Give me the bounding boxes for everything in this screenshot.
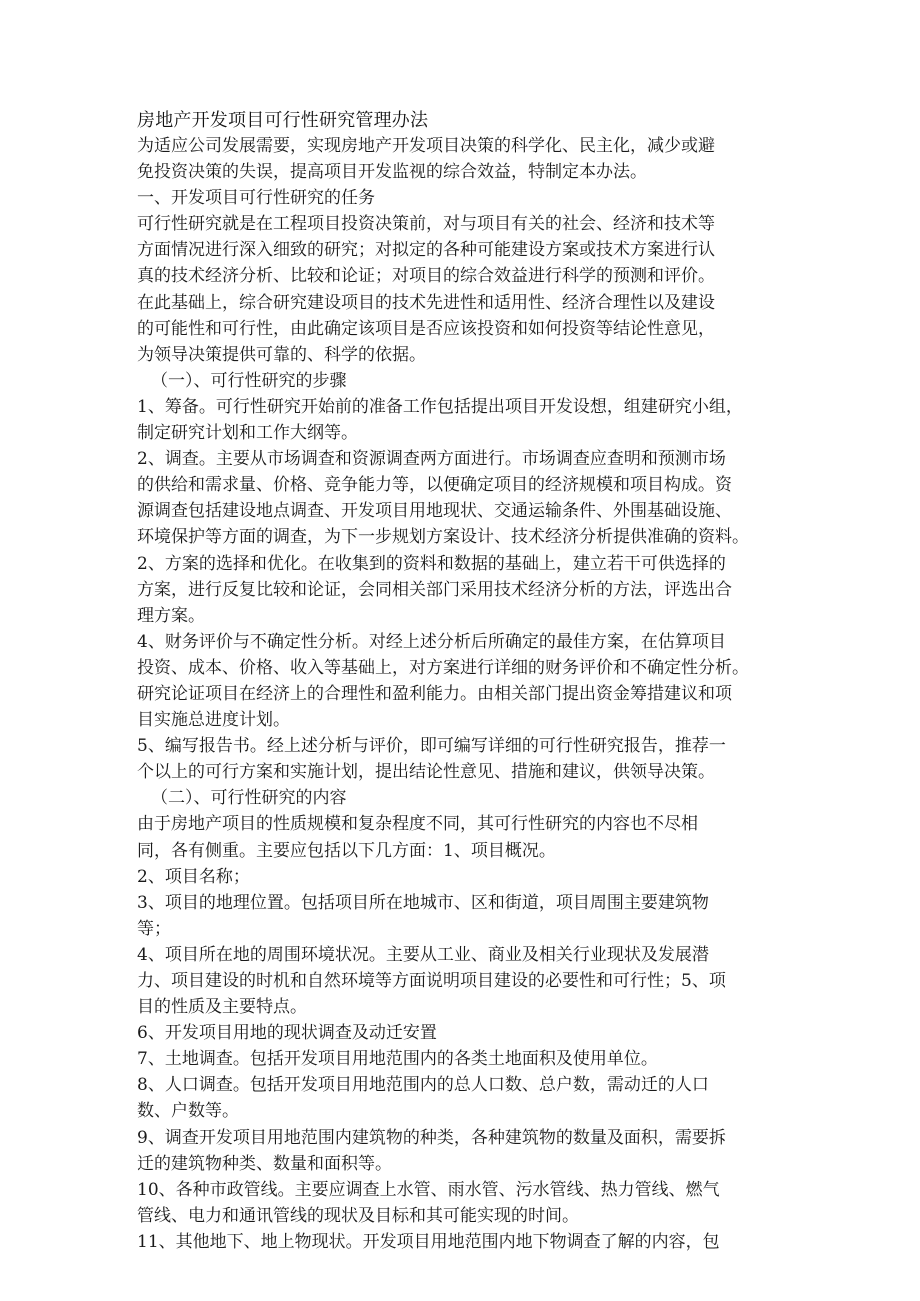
text-line: 研究论证项目在经济上的合理性和盈利能力。由相关部门提出资金筹措建议和项: [137, 683, 732, 704]
text-line: 目实施总进度计划。: [137, 710, 290, 731]
text-line: 制定研究计划和工作大纲等。: [137, 423, 358, 444]
text-line: 3、项目的地理位置。包括项目所在地城市、区和街道，项目周围主要建筑物: [137, 892, 709, 913]
text-line: 数、户数等。: [137, 1101, 239, 1122]
text-line: 等；: [137, 918, 171, 939]
text-line: 10、各种市政管线。主要应调查上水管、雨水管、污水管线、热力管线、燃气: [137, 1179, 720, 1200]
text-line: 的供给和需求量、价格、竞争能力等，以便确定项目的经济规模和项目构成。资: [137, 475, 732, 496]
section-heading-line: （一）、可行性研究的步骤: [151, 370, 347, 391]
text-line: 力、项目建设的时机和自然环境等方面说明项目建设的必要性和可行性；5、项: [137, 971, 726, 991]
section-heading-line: （二）、可行性研究的内容: [151, 788, 347, 809]
text-line: 由于房地产项目的性质规模和复杂程度不同，其可行性研究的内容也不尽相: [137, 814, 698, 835]
text-line: 2、方案的选择和优化。在收集到的资料和数据的基础上，建立若干可供选择的: [137, 553, 726, 574]
text-line: 1、筹备。可行性研究开始前的准备工作包括提出项目开发设想，组建研究小组，: [137, 396, 743, 417]
text-line: 理方案。: [137, 605, 205, 626]
text-line: 目的性质及主要特点。: [137, 997, 307, 1018]
text-line: 2、项目名称；: [137, 866, 250, 887]
paragraph-lines: [137, 133, 777, 1255]
text-line: 迁的建筑物种类、数量和面积等。: [137, 1153, 392, 1174]
text-line: 免投资决策的失误，提高项目开发监视的综合效益，特制定本办法。: [137, 162, 647, 183]
text-line: 环境保护等方面的调查，为下一步规划方案设计、技术经济分析提供准确的资料。: [137, 527, 749, 548]
text-line: 4、财务评价与不确定性分析。对经上述分析后所确定的最佳方案，在估算项目: [137, 631, 726, 652]
text-line: 为领导决策提供可靠的、科学的依据。: [137, 344, 426, 365]
text-line: 11、其他地下、地上物现状。开发项目用地范围内地下物调查了解的内容，包: [137, 1231, 720, 1252]
text-line: 8、人口调查。包括开发项目用地范围内的总人口数、总户数，需动迁的人口: [137, 1075, 709, 1096]
text-line: 投资、成本、价格、收入等基础上，对方案进行详细的财务评价和不确定性分析。: [137, 657, 749, 678]
text-line: 2、调查。主要从市场调查和资源调查两方面进行。市场调查应查明和预测市场: [137, 449, 726, 470]
text-line: 的可能性和可行性，由此确定该项目是否应该投资和如何投资等结论性意见，: [137, 318, 715, 339]
text-line: 4、项目所在地的周围环境状况。主要从工业、商业及相关行业现状及发展潜: [137, 944, 709, 965]
document-title: 房地产开发项目可行性研究管理办法: [137, 110, 429, 131]
text-line: 5、编写报告书。经上述分析与评价，即可编写详细的可行性研究报告，推荐一: [137, 736, 726, 757]
document-body: [137, 109, 777, 1255]
text-line: 真的技术经济分析、比较和论证；对项目的综合效益进行科学的预测和评价。: [137, 266, 715, 287]
text-line: 一、开发项目可行性研究的任务: [137, 188, 375, 209]
text-line: 6、开发项目用地的现状调查及动迁安置: [137, 1023, 437, 1044]
text-line: 在此基础上，综合研究建设项目的技术先进性和适用性、经济合理性以及建设: [137, 292, 715, 313]
text-line: 7、土地调查。包括开发项目用地范围内的各类土地面积及使用单位。: [137, 1049, 658, 1070]
text-line: 为适应公司发展需要，实现房地产开发项目决策的科学化、民主化，减少或避: [137, 136, 715, 156]
text-line: 同，各有侧重。主要应包括以下几方面：1、项目概况。: [137, 840, 556, 861]
text-line: 可行性研究就是在工程项目投资决策前，对与项目有关的社会、经济和技术等: [137, 214, 715, 235]
text-line: 管线、电力和通讯管线的现状及目标和其可能实现的时间。: [137, 1205, 579, 1226]
text-line: 9、调查开发项目用地范围内建筑物的种类，各种建筑物的数量及面积，需要拆: [137, 1127, 726, 1148]
text-line: 方面情况进行深入细致的研究；对拟定的各种可能建设方案或技术方案进行认: [137, 240, 715, 261]
text-line: 个以上的可行方案和实施计划，提出结论性意见、措施和建议，供领导决策。: [137, 762, 715, 783]
text-line: 方案，进行反复比较和论证，会同相关部门采用技术经济分析的方法，评选出合: [137, 579, 732, 600]
text-line: 源调查包括建设地点调查、开发项目用地现状、交通运输条件、外围基础设施、: [137, 501, 732, 522]
